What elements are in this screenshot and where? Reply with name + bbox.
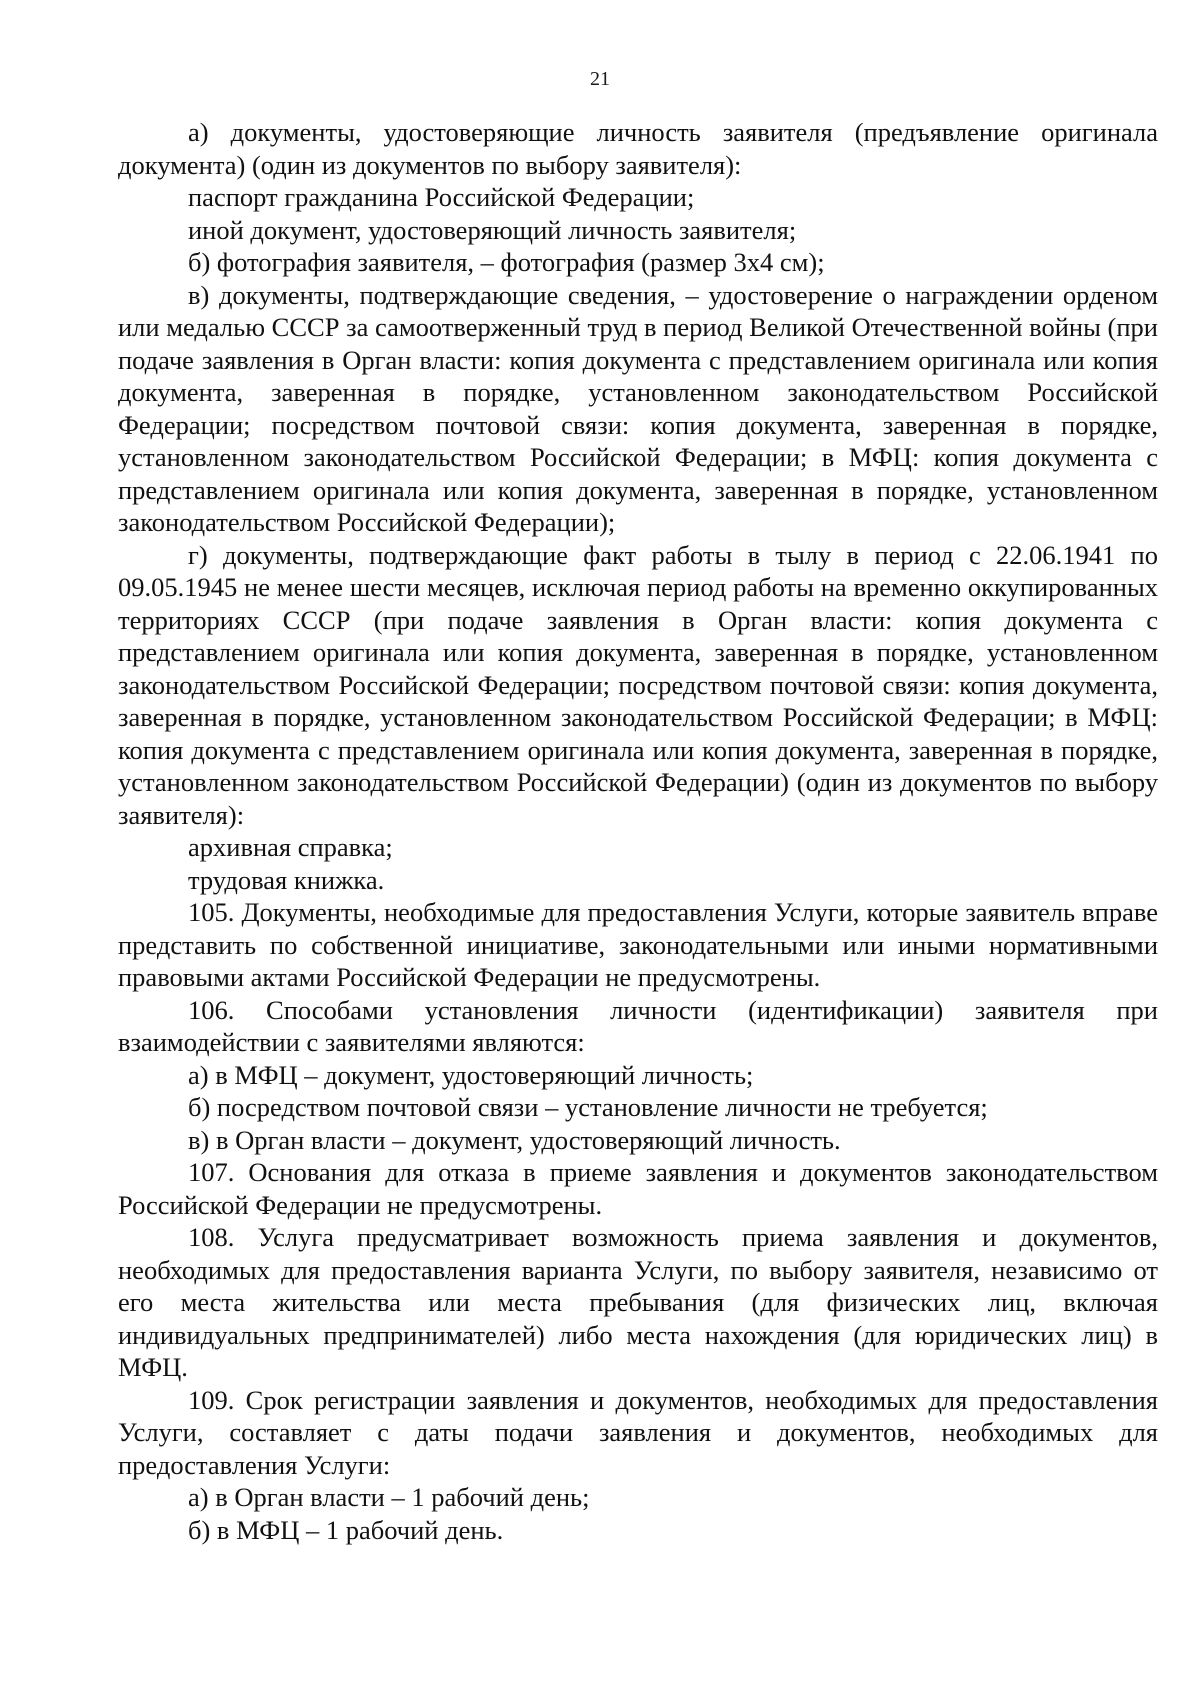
paragraph-108: 108. Услуга предусматривает возможность приема заявления и документов, необходимых для предоставления варианта Услуги, по выбору заявителя, независимо от его места жительства или места пребывания (для физических лиц, включая индивидуальных предпринимателей) либо места нахождения (для юридических лиц) в МФЦ. xyxy=(118,1222,1158,1382)
page-number: 21 xyxy=(590,68,610,90)
paragraph-archive-certificate: архивная справка; xyxy=(188,832,393,862)
paragraph-passport: паспорт гражданина Российской Федерации; xyxy=(188,182,695,212)
paragraph-107: 107. Основания для отказа в приеме заявления и документов законодательством Российской Федерации не предусмотрены. xyxy=(118,1157,1158,1220)
paragraph-item-g-rear-work-documents: г) документы, подтверждающие факт работы в тылу в период с 22.06.1941 по 09.05.1945 не менее шести месяцев, исключая период работы на временно оккупированных территориях СССР (при подаче заявления в Орган власти: копия документа с представлением оригинала или копия документа, заверенная в порядке, установленном законодательством Российской Федерации; посредством почтовой связи: копия документа, заверенная в порядке, установленном законодательством Российской Федерации; в МФЦ: копия документа с представлением оригинала или копия документа, заверенная в порядке, установленном законодательством Российской Федерации) (один из документов по выбору заявителя): xyxy=(118,539,1158,830)
paragraph-109-b: б) в МФЦ – 1 рабочий день. xyxy=(188,1514,504,1545)
paragraph-105: 105. Документы, необходимые для предоставления Услуги, которые заявитель вправе представить по собственной инициативе, законодательными или иными нормативными правовыми актами Российской Федерации не предусмотрены. xyxy=(118,897,1158,992)
paragraph-106-a: а) в МФЦ – документ, удостоверяющий личность; xyxy=(188,1059,754,1090)
document-body xyxy=(118,116,1158,1546)
paragraph-other-identity-document: иной документ, удостоверяющий личность заявителя; xyxy=(188,214,797,245)
paragraph-106-v: в) в Орган власти – документ, удостоверяющий личность. xyxy=(188,1124,841,1155)
paragraph-106-b: б) посредством почтовой связи – установление личности не требуется; xyxy=(188,1092,988,1122)
paragraph-109-a: а) в Орган власти – 1 рабочий день; xyxy=(188,1482,590,1512)
paragraph-106: 106. Способами установления личности (идентификации) заявителя при взаимодействии с заявителями являются: xyxy=(118,994,1158,1057)
paragraph-item-a-identity-documents: а) документы, удостоверяющие личность заявителя (предъявление оригинала документа) (один из документов по выбору заявителя): xyxy=(118,117,1158,180)
paragraph-item-v-award-certificate: в) документы, подтверждающие сведения, – удостоверение о награждении орденом или медалью СССР за самоотверженный труд в период Великой Отечественной войны (при подаче заявления в Орган власти: копия документа с представлением оригинала или копия документа, заверенная в порядке, установленном законодательством Российской Федерации; посредством почтовой связи: копия документа, заверенная в порядке, установленном законодательством Российской Федерации; в МФЦ: копия документа с представлением оригинала или копия документа, заверенная в порядке, установленном законодательством Российской Федерации); xyxy=(118,279,1158,537)
paragraph-item-b-photo: б) фотография заявителя, – фотография (размер 3х4 см); xyxy=(188,247,825,277)
paragraph-work-record-book: трудовая книжка. xyxy=(188,864,385,895)
paragraph-109: 109. Срок регистрации заявления и документов, необходимых для предоставления Услуги, составляет с даты подачи заявления и документов, необходимых для предоставления Услуги: xyxy=(118,1384,1158,1480)
